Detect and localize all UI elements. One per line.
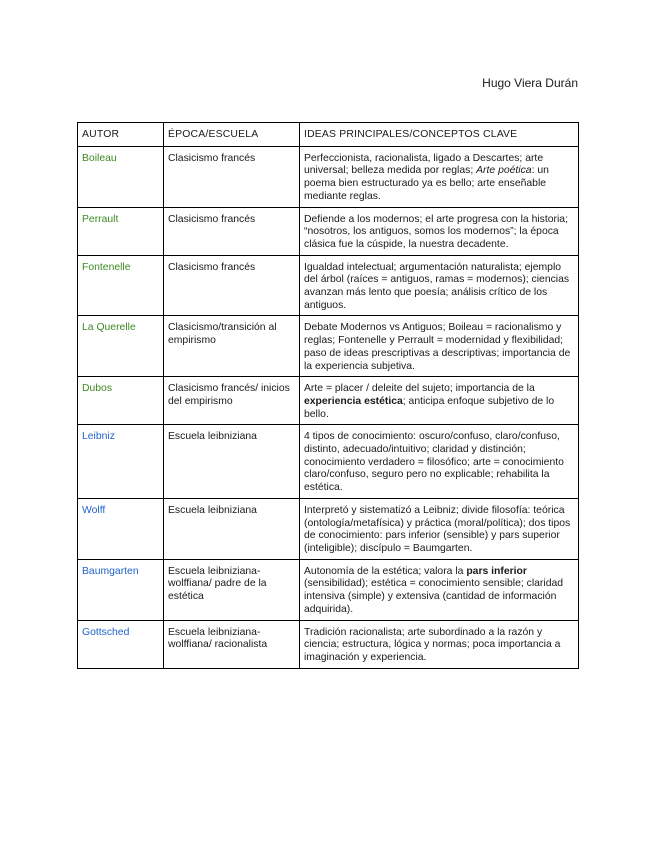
table-row bbox=[78, 255, 579, 316]
ideas-text: (sensibilidad); estética = conocimiento sensible; claridad intensiva (simple) y extensiva (cantidad de información adquirida). bbox=[304, 578, 564, 615]
ideas-text: Interpretó y sistematizó a Leibniz; divide filosofía: teórica (ontología/metafísica) y práctica (moral/política); dos tipos de conocimiento: pars inferior (sensible) y pars superior (inteligible); discípulo = Baumgarten. bbox=[304, 504, 571, 554]
table-row bbox=[78, 146, 579, 207]
ideas-cell bbox=[300, 425, 579, 499]
ideas-cell bbox=[300, 207, 579, 255]
ideas-text: Perfeccionista, racionalista, ligado a Descartes; arte universal; belleza medida por reglas; bbox=[304, 152, 544, 177]
bold-term: experiencia estética bbox=[304, 395, 403, 407]
header-author: AUTOR bbox=[78, 123, 164, 147]
author-cell: Dubos bbox=[78, 377, 164, 425]
document-author: Hugo Viera Durán bbox=[482, 76, 578, 90]
table-row bbox=[78, 425, 579, 499]
header-epoch: ÉPOCA/ESCUELA bbox=[164, 123, 300, 147]
authors-table bbox=[77, 122, 579, 669]
table-row bbox=[78, 377, 579, 425]
ideas-text: Defiende a los modernos; el arte progresa con la historia; “nosotros, los antiguos, somos los modernos”; la época clásica fue la cúspide, la nuestra decadente. bbox=[304, 213, 568, 250]
ideas-text: ; anticipa enfoque subjetivo de lo bello. bbox=[304, 395, 555, 420]
author-cell: Wolff bbox=[78, 498, 164, 559]
table-header-row bbox=[78, 123, 579, 147]
epoch-cell: Clasicismo francés/ inicios del empirismo bbox=[164, 377, 300, 425]
ideas-cell bbox=[300, 498, 579, 559]
epoch-cell: Clasicismo francés bbox=[164, 255, 300, 316]
table-row bbox=[78, 559, 579, 620]
epoch-cell: Escuela leibniziana bbox=[164, 425, 300, 499]
epoch-cell: Escuela leibniziana-wolffiana/ padre de la estética bbox=[164, 559, 300, 620]
ideas-text: 4 tipos de conocimiento: oscuro/confuso, claro/confuso, distinto, adecuado/intuitivo; claridad y distinción; conocimiento verdadero = filosófico; arte = conocimiento claro/confuso, seguro pero no explicable; rehabilita la estética. bbox=[304, 431, 564, 494]
table-row bbox=[78, 498, 579, 559]
bold-term: pars inferior bbox=[466, 565, 527, 577]
ideas-cell bbox=[300, 255, 579, 316]
author-cell: Baumgarten bbox=[78, 559, 164, 620]
epoch-cell: Escuela leibniziana-wolffiana/ racionalista bbox=[164, 620, 300, 668]
epoch-cell: Escuela leibniziana bbox=[164, 498, 300, 559]
ideas-cell bbox=[300, 146, 579, 207]
ideas-text: : un poema bien estructurado ya es bello; arte enseñable mediante reglas. bbox=[304, 165, 549, 202]
ideas-cell bbox=[300, 377, 579, 425]
ideas-text: Igualdad intelectual; argumentación naturalista; ejemplo del árbol (raíces = antiguos, ramas = modernos); ciencias avanzan más lento que poesía; análisis crítico de los antiguos. bbox=[304, 261, 570, 311]
author-cell: Fontenelle bbox=[78, 255, 164, 316]
ideas-text: Tradición racionalista; arte subordinado a la razón y ciencia; estructura, lógica y normas; poca importancia a imaginación y experiencia. bbox=[304, 626, 561, 663]
epoch-cell: Clasicismo/transición al empirismo bbox=[164, 316, 300, 377]
epoch-cell: Clasicismo francés bbox=[164, 146, 300, 207]
ideas-cell bbox=[300, 620, 579, 668]
epoch-cell: Clasicismo francés bbox=[164, 207, 300, 255]
table-row bbox=[78, 207, 579, 255]
ideas-cell bbox=[300, 559, 579, 620]
italic-title: Arte poética bbox=[476, 165, 532, 177]
author-cell: Leibniz bbox=[78, 425, 164, 499]
ideas-cell bbox=[300, 316, 579, 377]
author-cell: La Querelle bbox=[78, 316, 164, 377]
author-cell: Boileau bbox=[78, 146, 164, 207]
ideas-text: Debate Modernos vs Antiguos; Boileau = racionalismo y reglas; Fontenelle y Perrault = modernidad y flexibilidad; paso de ideas prescriptivas a descriptivas; importancia de la experiencia subjetiva. bbox=[304, 322, 571, 372]
author-cell: Gottsched bbox=[78, 620, 164, 668]
author-cell: Perrault bbox=[78, 207, 164, 255]
table-row bbox=[78, 316, 579, 377]
ideas-text: Arte = placer / deleite del sujeto; importancia de la bbox=[304, 383, 535, 395]
table-row bbox=[78, 620, 579, 668]
header-ideas: IDEAS PRINCIPALES/CONCEPTOS CLAVE bbox=[300, 123, 579, 147]
ideas-text: Autonomía de la estética; valora la bbox=[304, 565, 467, 577]
